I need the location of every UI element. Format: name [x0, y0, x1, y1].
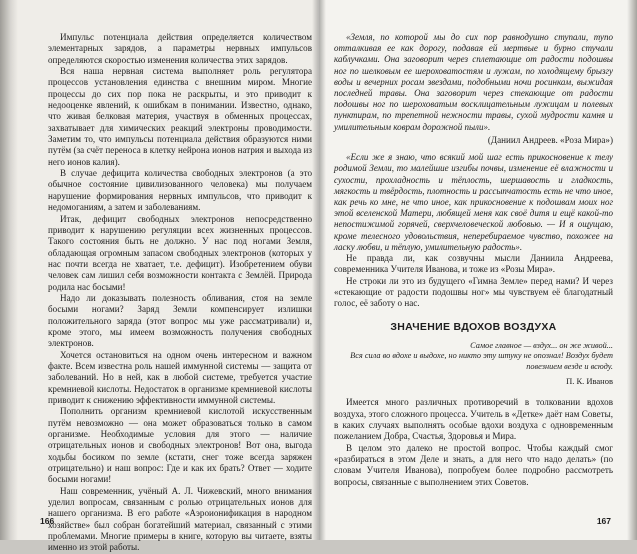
- left-paragraph-2: Вся наша нервная система выполняет роль регулятора процессов установления единства с внешним миром. Многие процессы до сих пор пока не раскрыты, и это приводит к недооценке явлений, к ошибкам в понимании. Известно, однако, что живая белковая материя, участвуя в обменных процессах, захватывает для химических реакций электроны проводимости. Заметим то, что импульсы потенциала действия образуются ними путём (за счёт переноса в клетку нейрона ионов натрия и выхода из него ионов калия).: [48, 66, 312, 167]
- right-page-edge-shadow: [627, 0, 637, 540]
- left-paragraph-7: Пополнить организм кремниевой кислотой искусственным путём невозможно — она может образоваться только в самом организме. Необходимые условия для этого — наличие отрицательных ионов и свободных электронов! Вот она, выгода ходьбы босиком по земле (кстати, снег тоже всегда заряжен отрицательно) и наш вопрос: Где и как их брать? Ответ — ходите босыми ногами!: [48, 406, 312, 485]
- right-paragraph-1: Имеется много различных противоречий в толковании вдохов воздуха, этого сложного процесса. Учитель в «Детке» даёт нам Советы, в каких случаях выполнять особые вдохи воздуха с одновременным пожеланием Добра, Счастья, Здоровья и Мира.: [334, 397, 613, 442]
- right-paragraph-2: В целом это далеко не простой вопрос. Чтобы каждый смог «разбираться в этом Деле и знать, а для него что надо делать» (по словам Учителя Иванова), попробуем более подробно рассмотреть вопросы, связанные с выполнением этих Советов.: [334, 442, 613, 487]
- right-paragraph-hymn: Не строки ли это из будущего «Гимна Земле» перед нами? И через «стекающие от радости подошвы ног» мы чувствуем её благодатный голос, её заботу о нас.: [334, 275, 613, 309]
- left-paragraph-8: Наш современник, учёный А. Л. Чижевский, много внимания уделил вопросам, связанным с ролью отрицательных ионов для нашего организма. В его работе «Аэроионификация в народном хозяйстве» был собран богатейший материал, связанный с этими проблемами. Многие примеры в книге, которую вы читаете, взяты именно из этой работы.: [48, 485, 312, 553]
- epigraph-line-2: Вся сила во вдохе и выдохе, но никто эту штуку не опознал! Воздух будет повезнием везде и всюду.: [350, 351, 613, 371]
- quote-rose-of-world: «Земля, по которой мы до сих пор равнодушно ступали, тупо отталкивая ее как дорогу, подавая ей мертвые и бурно стучали каблучками. Она заговорит через сплетающие от радости подошвы ног по шелковым ее шероховатостям и лужам, по холодящему брызгу воды и вечерних росам звездами, подобными ночи росинкам, выжидая последней травы. Она заговорит через стекающие от радости подошвы ног по шероховатым восклицательным лужицам и полевых пунктирам, по трепетной нежности травы, сухой мудрости камня и умилительным коврам дорожной пыли».: [334, 32, 613, 132]
- left-paragraph-1: Импульс потенциала действия определяется количеством элементарных зарядов, а параметры нервных импульсов определяются скоростью изменения количества этих зарядов.: [48, 32, 312, 65]
- left-paragraph-6: Хочется остановиться на одном очень интересном и важном факте. Всем известна роль нашей иммунной системы — защита от заболеваний. Но в ней, как в любой системе, требуется участие кремниевой кислоты. Недостаток в организме кремниевой кислоты приводит к снижению эффективности иммунной системы.: [48, 349, 312, 405]
- section-heading: ЗНАЧЕНИЕ ВДОХОВ ВОЗДУХА: [390, 320, 557, 333]
- quote-tail-paragraph: Не правда ли, как созвучны мысли Даниила Андреева, современника Учителя Иванова, и тоже из «Розы Мира».: [334, 253, 613, 275]
- left-page-number: 166: [40, 516, 55, 526]
- left-page-edge-shadow: [0, 0, 18, 540]
- epigraph-attribution: П. К. Иванов: [566, 376, 613, 387]
- right-page-number: 167: [596, 516, 611, 526]
- right-page: [318, 0, 637, 540]
- left-page: [0, 0, 318, 553]
- book-gutter-shadow: [312, 0, 326, 540]
- quote-earth-touch: «Если же я знаю, что всякий мой шаг есть прикосновение к телу родимой Земли, то малейшие изгибы почвы, изменение её влажности и сухости, прохладность и тёплость, шершавость и гладкость, мягкость и твёрдость, плотность и рассыпчатость есть не что иное, как речь ко мне, не что иное, как прикосновение к подошвам моих ног этой вселенской Матери, любящей меня как своё дитя и ещё какой-то непостижимой горячей, сверхчеловеческой любовью. — И я ощущаю, кроме телесного удовольствия, неперебираемое чувство, похожее на ласку любви, и тёплую, умилительную радость».: [334, 152, 613, 252]
- left-paragraph-3: В случае дефицита количества свободных электронов (а это обычное состояние цивилизованного человека) мы получаем нарушение формирования нервных импульсов, что приводит к недомоганиям, а затем и заболеваниям.: [48, 168, 312, 213]
- left-paragraph-5: Надо ли доказывать полезность обливания, стоя на земле босыми ногами? Заряд Земли компенсирует излишки положительного заряда (этот вопрос мы уже рассматривали) и, кроме этого, мы имеем возможность получения свободных электронов.: [48, 292, 312, 349]
- epigraph-line-1: Самое главное — вздух... он же живой...: [470, 340, 613, 350]
- quote-attribution: (Даниил Андреев. «Роза Мира»): [487, 134, 613, 145]
- left-paragraph-4: Итак, дефицит свободных электронов непосредственно приводит к нарушению регуляции всех жизненных процессов. Такого состояния быть не должно. У нас под ногами Земля, обладающая огромным запасом свободных электронов (которых у нас почти всегда не хватает, т.е. дефицит). Изобретением обуви человек сам лишил себя возможности контакта с Землёй. Природа родила нас босыми!: [48, 213, 312, 292]
